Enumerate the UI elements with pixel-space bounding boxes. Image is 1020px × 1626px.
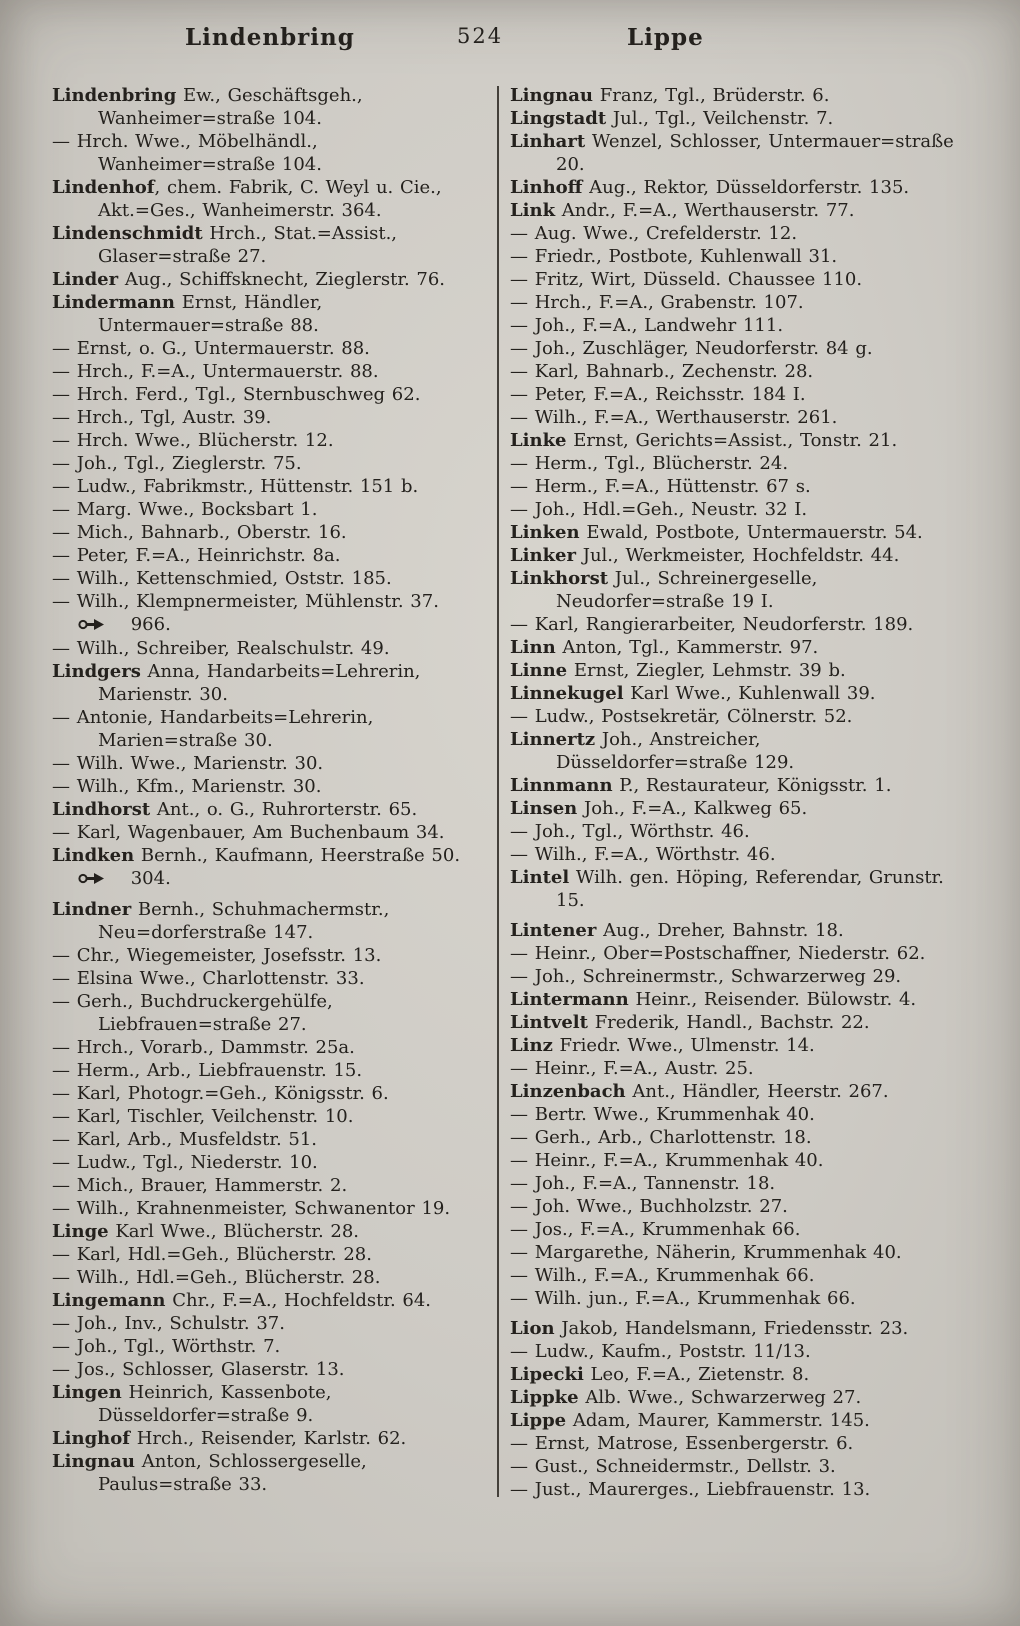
entry-text: — Friedr., Postbote, Kuhlenwall 31. [510,246,838,267]
directory-entry [510,452,954,475]
directory-entry [510,1172,954,1195]
entry-text: — Heinr., F.=A., Krummenhak 40. [510,1150,824,1171]
directory-entry [52,1105,486,1128]
entry-surname: Linnertz [510,729,596,750]
entry-text: — Herm., F.=A., Hüttenstr. 67 s. [510,476,811,497]
directory-entry [52,130,486,176]
directory-entry [510,222,954,245]
directory-entry [510,843,954,866]
directory-entry [510,544,954,567]
directory-entry [510,797,954,820]
entry-surname: Lintel [510,867,570,888]
directory-entry [52,821,486,844]
entry-surname: Linz [510,1035,553,1056]
directory-entry [510,521,954,544]
entry-surname: Linken [510,522,580,543]
entry-text: Karl Wwe., Blücherstr. 28. [108,1221,360,1242]
directory-entry [52,1335,486,1358]
entry-text: — Joh., F.=A., Landwehr 111. [510,315,784,336]
entry-text: Hrch., Reisender, Karlstr. 62. [130,1428,407,1449]
directory-entry [52,544,486,567]
entry-text: Bernh., Schuhmachermstr., Neu=dorferstraße 147. [98,899,390,943]
directory-entry [52,1128,486,1151]
entry-text: Alb. Wwe., Schwarzerweg 27. [578,1387,862,1408]
directory-entry [510,1386,954,1409]
directory-entry [52,844,486,891]
directory-entry [510,636,954,659]
entry-surname: Linke [510,430,567,451]
entry-surname: Lipecki [510,1364,584,1385]
entry-text: — Ernst, Matrose, Essenbergerstr. 6. [510,1433,854,1454]
directory-entry [510,942,954,965]
entry-surname: Lindner [52,899,132,920]
entry-text: — Chr., Wiegemeister, Josefsstr. 13. [52,945,382,966]
directory-entry [510,1241,954,1264]
entry-text: — Wilh., F.=A., Werthauserstr. 261. [510,407,838,428]
entry-text: Ant., o. G., Ruhrorterstr. 65. [150,799,418,820]
page-number: 524 [457,24,504,48]
phone-number: 304. [124,868,171,889]
directory-entry [510,820,954,843]
entry-text: , chem. Fabrik, C. Weyl u. Cie., Akt.=Ges., Wanheimerstr. 364. [98,177,442,221]
entry-text: — Joh. Wwe., Buchholzstr. 27. [510,1196,788,1217]
phone-number: 966. [124,614,171,635]
entry-text: Andr., F.=A., Werthauserstr. 77. [555,200,855,221]
entry-text: — Marg. Wwe., Bocksbart 1. [52,499,318,520]
guide-word-left: Lindenbring [185,24,355,51]
entry-surname: Lingemann [52,1290,166,1311]
directory-entry [510,337,954,360]
entry-text: — Ludw., Kaufm., Poststr. 11/13. [510,1341,811,1362]
directory-entry [52,590,486,637]
directory-entry [510,498,954,521]
entry-text: — Hrch. Wwe., Blücherstr. 12. [52,430,334,451]
entry-text: — Hrch., Vorarb., Dammstr. 25a. [52,1037,355,1058]
entry-text: Jul., Werkmeister, Hochfeldstr. 44. [576,545,900,566]
directory-entry [52,406,486,429]
directory-entry [510,84,954,107]
entry-surname: Lindenbring [52,85,177,106]
directory-entry [52,475,486,498]
directory-entry [510,1218,954,1241]
directory-entry [52,452,486,475]
entry-text: — Hrch. Wwe., Möbelhändl., Wanheimer=straße 104. [52,131,322,175]
entry-text: — Gerh., Buchdruckergehülfe, Liebfrauen=straße 27. [52,991,333,1035]
page-header [0,24,1020,58]
entry-text: — Wilh. jun., F.=A., Krummenhak 66. [510,1288,856,1309]
entry-text: — Wilh., Klempnermeister, Mühlenstr. 37. [52,591,439,612]
directory-entry [510,1126,954,1149]
entry-text: — Wilh., F.=A., Wörthstr. 46. [510,844,776,865]
entry-text: — Joh., Tgl., Wörthstr. 7. [52,1336,281,1357]
entry-surname: Link [510,200,556,221]
directory-entry [52,898,486,944]
right-column [510,84,954,1501]
entry-text: — Joh., Hdl.=Geh., Neustr. 32 I. [510,499,808,520]
directory-entry [52,752,486,775]
directory-entry [510,1195,954,1218]
directory-entry [510,176,954,199]
entry-text: — Mich., Bahnarb., Oberstr. 16. [52,522,347,543]
entry-text: — Joh., Inv., Schulstr. 37. [52,1313,285,1334]
entry-text: — Peter, F.=A., Reichsstr. 184 I. [510,384,806,405]
directory-entry [510,1034,954,1057]
entry-text: Friedr. Wwe., Ulmenstr. 14. [552,1035,815,1056]
entry-text: — Herm., Arb., Liebfrauenstr. 15. [52,1060,363,1081]
directory-entry [52,337,486,360]
entry-text: — Ludw., Tgl., Niederstr. 10. [52,1152,318,1173]
entry-text: — Joh., Tgl., Zieglerstr. 75. [52,453,302,474]
entry-text: — Wilh. Wwe., Marienstr. 30. [52,753,324,774]
entry-text: Heinr., Reisender. Bülowstr. 4. [628,989,917,1010]
directory-entry [510,1264,954,1287]
entry-text: — Fritz, Wirt, Düsseld. Chaussee 110. [510,269,863,290]
entry-text: — Aug. Wwe., Crefelderstr. 12. [510,223,798,244]
entry-surname: Lindhorst [52,799,151,820]
directory-entry [510,268,954,291]
entry-surname: Lingstadt [510,108,607,129]
entry-text: P., Restaurateur, Königsstr. 1. [612,775,892,796]
entry-text: Joh., F.=A., Kalkweg 65. [577,798,808,819]
directory-entry [52,990,486,1036]
entry-text: Hrch., Stat.=Assist., Glaser=straße 27. [98,223,398,267]
directory-entry [510,1455,954,1478]
entry-text: Ewald, Postbote, Untermauerstr. 54. [579,522,923,543]
directory-entry [510,360,954,383]
phone-line [124,868,171,889]
directory-entry [52,798,486,821]
entry-text: — Ludw., Fabrikmstr., Hüttenstr. 151 b. [52,476,419,497]
directory-entry [510,1340,954,1363]
entry-surname: Linne [510,660,568,681]
directory-entry [52,1243,486,1266]
directory-entry [52,1151,486,1174]
entry-surname: Linghof [52,1428,131,1449]
entry-text: — Gust., Schneidermstr., Dellstr. 3. [510,1456,836,1477]
directory-entry [510,383,954,406]
entry-text: Aug., Rektor, Düsseldorferstr. 135. [582,177,910,198]
entry-text: — Joh., Zuschläger, Neudorferstr. 84 g. [510,338,873,359]
directory-entry [52,429,486,452]
directory-entry [510,988,954,1011]
directory-entry [510,659,954,682]
entry-surname: Linsen [510,798,578,819]
entry-surname: Lingen [52,1382,122,1403]
entry-text: — Heinr., Ober=Postschaffner, Niederstr. 62. [510,943,926,964]
entry-text: Jakob, Handelsmann, Friedensstr. 23. [554,1318,909,1339]
entry-text: — Karl, Photogr.=Geh., Königsstr. 6. [52,1083,389,1104]
entry-text: — Jos., F.=A., Krummenhak 66. [510,1219,801,1240]
entry-text: Wenzel, Schlosser, Untermauer=straße 20. [556,131,954,175]
entry-text: — Gerh., Arb., Charlottenstr. 18. [510,1127,812,1148]
directory-entry [52,1450,486,1496]
entry-text: — Wilh., Kettenschmied, Oststr. 185. [52,568,392,589]
columns-container [52,84,954,1501]
directory-entry [52,498,486,521]
entry-text: — Joh., F.=A., Tannenstr. 18. [510,1173,776,1194]
entry-text: Aug., Schiffsknecht, Zieglerstr. 76. [118,269,446,290]
directory-entry [52,967,486,990]
directory-entry [510,1103,954,1126]
directory-entry [510,1317,954,1340]
directory-entry [52,1289,486,1312]
directory-entry [510,728,954,774]
directory-entry [52,944,486,967]
left-column [52,84,486,1501]
entry-text: — Elsina Wwe., Charlottenstr. 33. [52,968,365,989]
entry-surname: Lingnau [52,1451,136,1472]
entry-text: Anna, Handarbeits=Lehrerin, Marienstr. 30. [98,661,421,705]
entry-surname: Lindenhof [52,177,155,198]
guide-word-right: Lippe [627,24,704,51]
entry-surname: Lintermann [510,989,629,1010]
directory-entry [510,1149,954,1172]
entry-text: Aug., Dreher, Bahnstr. 18. [596,920,844,941]
entry-text: Franz, Tgl., Brüderstr. 6. [593,85,830,106]
entry-text: — Karl, Arb., Musfeldstr. 51. [52,1129,318,1150]
entry-text: — Wilh., Kfm., Marienstr. 30. [52,776,322,797]
entry-text: Bernh., Kaufmann, Heerstraße 50. [134,845,461,866]
directory-entry [52,1266,486,1289]
entry-text: Chr., F.=A., Hochfeldstr. 64. [165,1290,432,1311]
entry-text: Frederik, Handl., Bachstr. 22. [587,1012,870,1033]
entry-text: Ant., Händler, Heerstr. 267. [625,1081,889,1102]
entry-text: — Karl, Rangierarbeiter, Neudorferstr. 189. [510,614,914,635]
directory-entry [52,1220,486,1243]
entry-surname: Lindgers [52,661,141,682]
directory-entry [52,1358,486,1381]
entry-text: Leo, F.=A., Zietenstr. 8. [583,1364,810,1385]
directory-entry [52,291,486,337]
directory-entry [52,521,486,544]
entry-surname: Lintener [510,920,597,941]
directory-entry [52,1312,486,1335]
entry-surname: Lindenschmidt [52,223,203,244]
entry-surname: Linker [510,545,576,566]
entry-surname: Linkhorst [510,568,609,589]
directory-entry [510,705,954,728]
directory-entry [510,245,954,268]
entry-text: Jul., Tgl., Veilchenstr. 7. [606,108,834,129]
entry-surname: Linzenbach [510,1081,626,1102]
column-divider [497,86,499,1497]
directory-entry [52,360,486,383]
entry-text: Ernst, Händler, Untermauer=straße 88. [98,292,323,336]
entry-text: — Karl, Bahnarb., Zechenstr. 28. [510,361,814,382]
directory-entry [510,475,954,498]
entry-text: Jul., Schreinergeselle, Neudorfer=straße 19 I. [556,568,818,612]
entry-surname: Linhart [510,131,586,152]
entry-surname: Linnmann [510,775,613,796]
entry-surname: Lion [510,1318,555,1339]
entry-text: — Antonie, Handarbeits=Lehrerin, Marien=straße 30. [52,707,374,751]
directory-entry [510,919,954,942]
entry-text: Adam, Maurer, Kammerstr. 145. [566,1410,870,1431]
entry-text: Joh., Anstreicher, Düsseldorfer=straße 129. [556,729,795,773]
directory-entry [510,682,954,705]
directory-entry [52,1197,486,1220]
entry-text: — Ernst, o. G., Untermauerstr. 88. [52,338,370,359]
entry-text: — Wilh., Schreiber, Realschulstr. 49. [52,638,390,659]
entry-text: — Joh., Schreinermstr., Schwarzerweg 29. [510,966,902,987]
entry-surname: Lippke [510,1387,579,1408]
directory-entry [510,429,954,452]
entry-surname: Linder [52,269,119,290]
entry-text: — Wilh., F.=A., Krummenhak 66. [510,1265,815,1286]
directory-entry [52,383,486,406]
directory-entry [510,291,954,314]
entry-text: — Peter, F.=A., Heinrichstr. 8a. [52,545,341,566]
entry-text: — Hrch., F.=A., Untermauerstr. 88. [52,361,379,382]
entry-text: — Jos., Schlosser, Glaserstr. 13. [52,1359,345,1380]
directory-entry [52,1427,486,1450]
directory-entry [510,107,954,130]
entry-surname: Linge [52,1221,109,1242]
entry-surname: Linn [510,637,556,658]
entry-surname: Lingnau [510,85,594,106]
entry-text: — Bertr. Wwe., Krummenhak 40. [510,1104,815,1125]
entry-surname: Lindken [52,845,135,866]
entry-text: — Wilh., Krahnenmeister, Schwanentor 19. [52,1198,451,1219]
directory-entry [510,965,954,988]
directory-entry [52,84,486,130]
entry-text: — Hrch., F.=A., Grabenstr. 107. [510,292,804,313]
directory-entry [52,567,486,590]
entry-text: — Ludw., Postsekretär, Cölnerstr. 52. [510,706,853,727]
directory-entry [52,775,486,798]
directory-entry [510,1432,954,1455]
entry-text: — Hrch., Tgl, Austr. 39. [52,407,272,428]
directory-entry [52,176,486,222]
entry-text: — Heinr., F.=A., Austr. 25. [510,1058,754,1079]
directory-entry [52,1036,486,1059]
entry-surname: Linhoff [510,177,583,198]
directory-entry [510,1287,954,1310]
directory-entry [510,1478,954,1501]
directory-entry [52,637,486,660]
entry-text: — Mich., Brauer, Hammerstr. 2. [52,1175,348,1196]
directory-entry [52,1082,486,1105]
phone-line [124,614,171,635]
entry-surname: Lindermann [52,292,175,313]
directory-entry [52,706,486,752]
entry-text: Ernst, Gerichts=Assist., Tonstr. 21. [566,430,898,451]
entry-text: — Hrch. Ferd., Tgl., Sternbuschweg 62. [52,384,421,405]
entry-text: — Just., Maurerges., Liebfrauenstr. 13. [510,1479,871,1500]
entry-text: Anton, Schlossergeselle, Paulus=straße 33. [98,1451,367,1495]
directory-entry [52,1381,486,1427]
entry-text: — Wilh., Hdl.=Geh., Blücherstr. 28. [52,1267,381,1288]
directory-entry [52,1174,486,1197]
directory-entry [510,314,954,337]
entry-text: Karl Wwe., Kuhlenwall 39. [623,683,876,704]
directory-entry [510,866,954,912]
directory-entry [52,222,486,268]
directory-entry [510,1057,954,1080]
entry-text: — Karl, Wagenbauer, Am Buchenbaum 34. [52,822,445,843]
entry-text: — Karl, Tischler, Veilchenstr. 10. [52,1106,354,1127]
entry-text: — Joh., Tgl., Wörthstr. 46. [510,821,750,842]
directory-entry [510,130,954,176]
directory-entry [510,774,954,797]
entry-text: Ew., Geschäftsgeh., Wanheimer=straße 104. [98,85,363,129]
entry-text: — Herm., Tgl., Blücherstr. 24. [510,453,789,474]
entry-text: — Karl, Hdl.=Geh., Blücherstr. 28. [52,1244,372,1265]
directory-entry [52,660,486,706]
directory-entry [52,1059,486,1082]
entry-text: Heinrich, Kassenbote, Düsseldorfer=straße 9. [98,1382,332,1426]
directory-entry [52,268,486,291]
directory-entry [510,1363,954,1386]
directory-entry [510,406,954,429]
entry-text: Wilh. gen. Höping, Referendar, Grunstr. 15. [556,867,944,911]
entry-text: Anton, Tgl., Kammerstr. 97. [555,637,819,658]
directory-entry [510,1080,954,1103]
entry-surname: Lippe [510,1410,567,1431]
directory-entry [510,199,954,222]
entry-text: — Margarethe, Näherin, Krummenhak 40. [510,1242,902,1263]
entry-surname: Linnekugel [510,683,624,704]
directory-entry [510,567,954,613]
directory-entry [510,613,954,636]
directory-entry [510,1409,954,1432]
entry-text: Ernst, Ziegler, Lehmstr. 39 b. [567,660,846,681]
directory-entry [510,1011,954,1034]
entry-surname: Lintvelt [510,1012,588,1033]
